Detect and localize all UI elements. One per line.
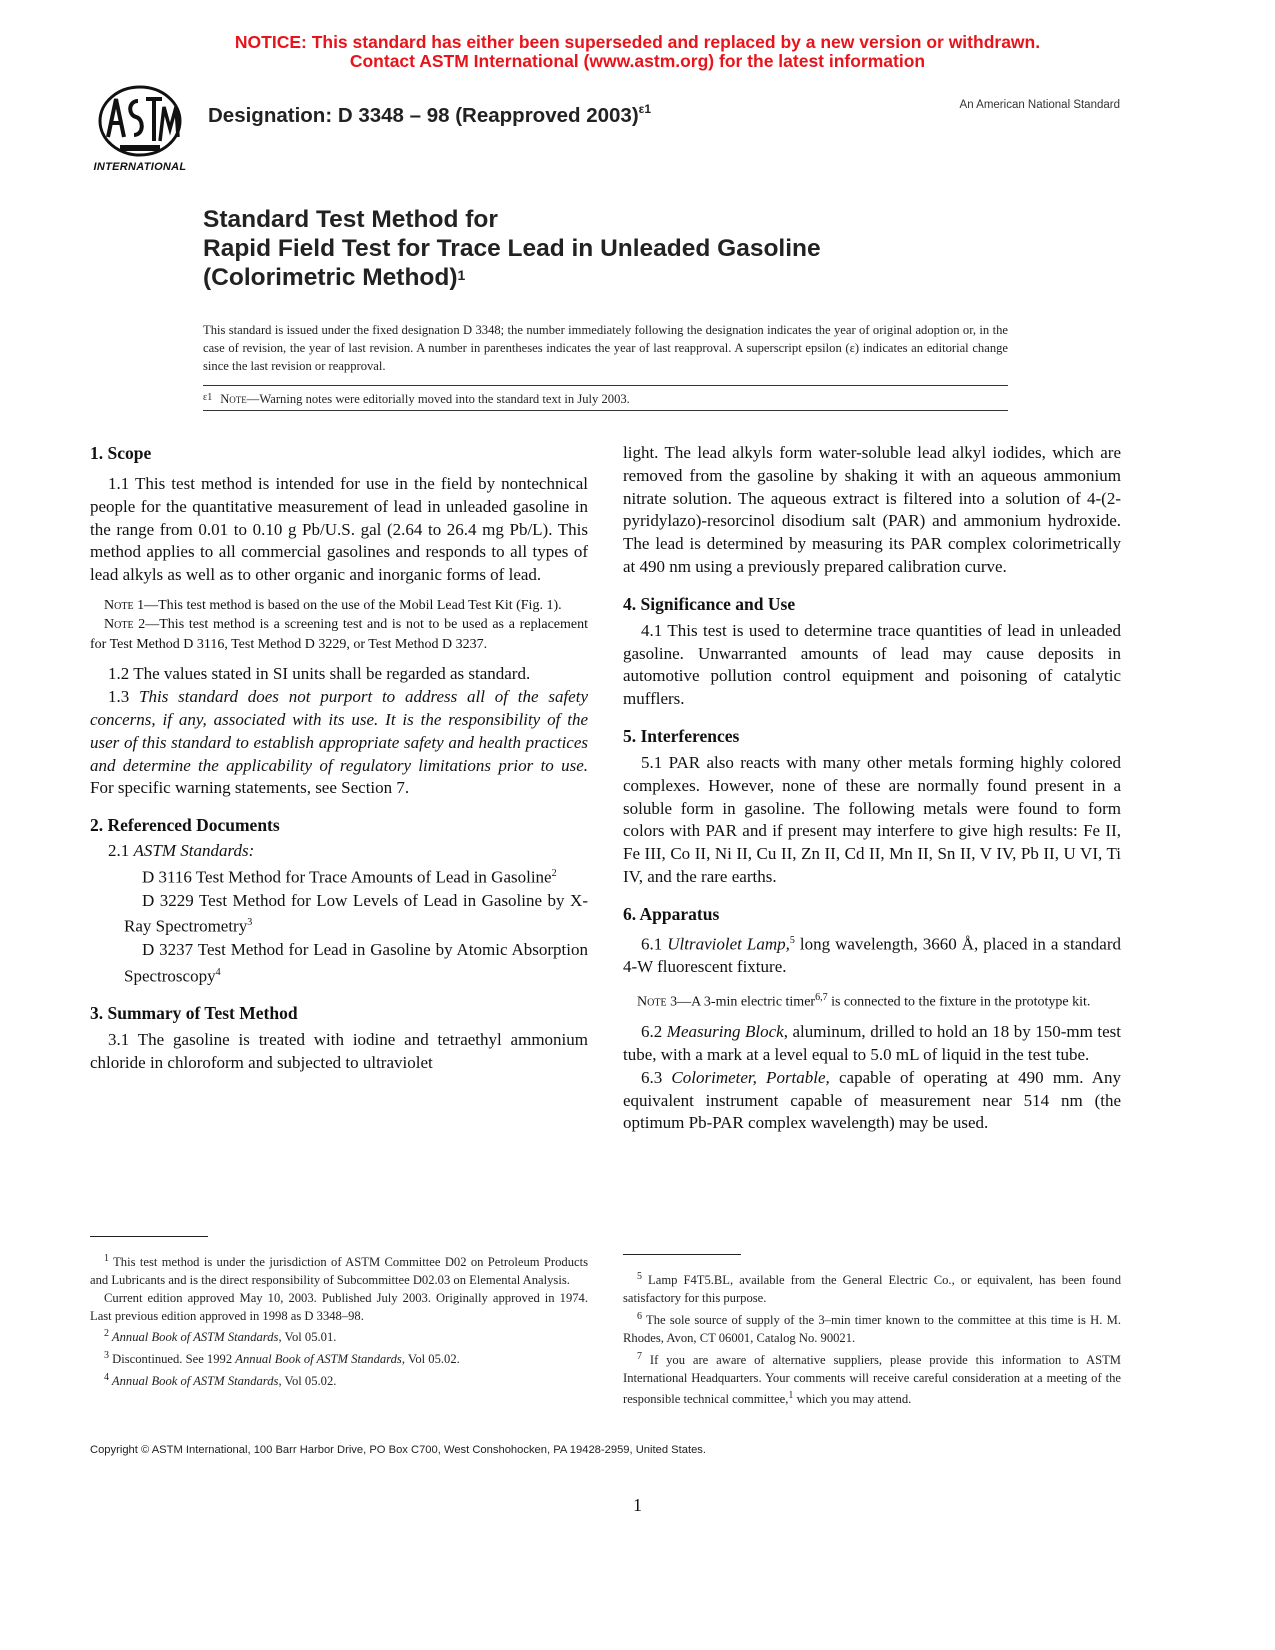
note-2-label: Note [104,617,134,633]
footnote-2 [90,1325,588,1347]
paragraph-1-3-suffix: For specific warning statements, see Section 7. [90,778,410,798]
reference-d3229-footnote: 3 [247,917,253,929]
footnote-1 [90,1250,588,1290]
notice-line-2: Contact ASTM International (www.astm.org) for the latest information [349,51,926,71]
title-line-3 [203,263,821,292]
paragraph-6-1-footnote: 5 [789,934,795,946]
paragraph-5-1: 5.1 PAR also reacts with many other metals forming highly colored complexes. However, none of these are normally found present in a soluble form in gasoline. The following metals were found to form colors with PAR and if present may interfere to give high results: Fe II, Fe III, Co II, Ni II, Cu II, Zn II, Cd II, Mn II, Sn II, V IV, Pb II, U VI, Ti IV, and the rare earths. [623,752,1121,886]
section-heading-apparatus: 6. Apparatus [623,903,720,924]
footnote-3-text: Discontinued. See 1992 [109,1352,236,1367]
note-3 [623,988,1121,1012]
footnote-5-mark: 5 [637,1271,642,1282]
issuance-statement: This standard is issued under the fixed designation D 3348; the number immediately following the designation indicates the year of original adoption or, in the case of revision, the year of last revision. A number in parentheses indicates the year of last reapproval. A superscript epsilon (ε) indicates an editorial change since the last revision or reapproval. [203,323,1008,373]
epsilon-mark: ε1 [203,392,213,403]
footnote-7-mark: 7 [637,1350,642,1362]
footnote-1-text: This test method is under the jurisdiction of ASTM Committee D02 on Petroleum Products and Lubricants and is the direct responsibility of Subcommittee D02.03 on Elemental Analysis. [90,1255,588,1287]
notice-line-1: NOTICE: This standard has either been superseded and replaced by a new version or withdrawn. [234,32,1041,52]
title-footnote-ref: 1 [457,267,466,283]
copyright-line: Copyright © ASTM International, 100 Barr Harbor Drive, PO Box C700, West Conshohocken, PA 19428-2959, United States. [90,1444,706,1456]
footnote-5 [623,1268,1121,1308]
note-3-text-a: 3—A 3-min electric timer [666,994,816,1010]
section-heading-significance: 4. Significance and Use [623,593,796,614]
footnote-7 [623,1348,1121,1410]
paragraph-6-1 [623,930,1121,979]
footnote-3-text-2: , Vol 05.02. [401,1352,460,1367]
paragraph-1-1: 1.1 This test method is intended for use in the field by nontechnical people for the quantitative measurement of lead in unleaded gasoline in the range from 0.01 to 0.10 g Pb/U.S. gal (2.64 to 26.4 mg Pb/L). This method applies to all commercial gasolines and responds to all types of lead alkyls as well as to other organic and inorganic forms of lead. [90,474,588,585]
astm-logo [90,85,190,177]
note-3-label: Note [637,994,667,1010]
divider [203,410,1008,411]
page-number: 1 [633,1495,642,1515]
paragraph-1-3-prefix: 1.3 [108,687,140,707]
footnote-4 [90,1369,588,1391]
footnotes-right [623,1268,1121,1409]
footnote-3-italic: Annual Book of ASTM Standards [235,1352,402,1367]
note-3-footnote: 6,7 [815,992,828,1003]
footnote-6 [623,1308,1121,1348]
left-column [90,442,588,1075]
footnote-4-italic: Annual Book of ASTM Standards [109,1374,279,1389]
logo-text: INTERNATIONAL [93,161,187,173]
footnote-3-mark: 3 [104,1350,109,1362]
epsilon-note-label: Note [220,392,247,406]
paragraph-2-1 [90,840,588,863]
reference-d3229: D 3229 Test Method for Low Levels of Lead in Gasoline by X-Ray Spectrometry [124,890,588,936]
footnote-divider [90,1236,208,1237]
paragraph-1-3 [90,686,588,800]
paragraph-1-3-italic: This standard does not purport to address all of the safety concerns, if any, associated with its use. It is the responsibility of the user of this standard to establish appropriate safety and health practices and determine the applicability of regulatory limitations prior to use. [90,687,588,775]
reference-d3116-footnote: 2 [551,868,557,880]
paragraph-3-1-start: 3.1 The gasoline is treated with iodine and tetraethyl ammonium chloride in chloroform and subjected to ultraviolet [90,1030,588,1072]
footnote-2-mark: 2 [104,1328,109,1340]
title-line-1: Standard Test Method for [203,206,498,233]
paragraph-6-2-italic: Measuring Block [666,1022,784,1042]
footnote-6-text: The sole source of supply of the 3–min timer known to the committee at this time is H. M. Rhodes, Avon, CT 06001, Catalog No. 90021. [623,1312,1121,1345]
paragraph-6-1-prefix: 6.1 [641,934,668,954]
reference-item [90,939,588,988]
designation [208,104,651,128]
note-1-label: Note [104,597,134,613]
national-standard-label: An American National Standard [959,99,1120,111]
page-title [203,205,821,292]
note-3-text-b: is connected to the fixture in the prototype kit. [827,994,1091,1010]
paragraph-6-2-text: , aluminum, drilled to hold an 18 by 150-mm test tube, with a mark at a level equal to 5.0 mL of liquid in the test tube. [623,1022,1122,1064]
paragraph-6-3-italic: Colorimeter, Portable, [671,1067,830,1087]
footnote-7-text-b: which you may attend. [793,1392,912,1407]
paragraph-2-1-italic: ASTM Standards: [133,841,255,861]
footnote-5-text: Lamp F4T5.BL, available from the General Electric Co., or equivalent, has been found satisfactory for this purpose. [623,1273,1121,1305]
footnote-2-text: , Vol 05.01. [278,1330,337,1345]
paragraph-6-3-prefix: 6.3 [641,1067,672,1087]
reference-d3237-footnote: 4 [215,966,221,978]
withdrawal-notice [0,33,1275,71]
footnote-divider [623,1254,741,1255]
title-line-2: Rapid Field Test for Trace Lead in Unleaded Gasoline [203,235,821,262]
paragraph-6-2 [623,1021,1121,1067]
title-line-3-text: (Colorimetric Method) [203,264,458,291]
section-heading-referenced-documents: 2. Referenced Documents [90,815,280,836]
footnote-2-italic: Annual Book of ASTM Standards [109,1330,279,1345]
reference-item [90,890,588,939]
footnote-4-text: , Vol 05.02. [278,1374,337,1389]
paragraph-4-1: 4.1 This test is used to determine trace quantities of lead in unleaded gasoline. Unwarranted amounts of lead may cause deposits in automotive pollution control equipment and poisoning of catalytic mufflers. [623,620,1121,709]
paragraph-6-1-text: long wavelength, 3660 Å, placed in a standard 4-W fluorescent fixture. [623,934,1121,977]
paragraph-6-2-prefix: 6.2 [641,1022,667,1042]
section-heading-interferences: 5. Interferences [623,725,740,746]
paragraph-1-2: 1.2 The values stated in SI units shall be regarded as standard. [108,664,531,684]
note-1-text: 1—This test method is based on the use of the Mobil Lead Test Kit (Fig. 1). [133,597,562,613]
footnote-6-mark: 6 [637,1310,642,1322]
footnote-7-text-a: If you are aware of alternative suppliers, please provide this information to ASTM International Headquarters. Your comments will receive careful consideration at a meeting of the responsible technical committee, [623,1352,1121,1407]
paragraph-6-3 [623,1067,1121,1135]
designation-text: Designation: D 3348 – 98 (Reapproved 2003) [208,104,639,127]
note-2-text: 2—This test method is a screening test and is not to be used as a replacement for Test Method D 3116, Test Method D 3229, or Test Method D 3237. [90,617,588,652]
footnote-7-ref: 1 [788,1390,794,1402]
epsilon-note-text: —Warning notes were editorially moved into the standard text in July 2003. [246,392,630,406]
divider [203,385,1008,386]
note-2 [90,615,588,654]
epsilon-note [203,392,630,407]
footnote-1-mark: 1 [104,1253,109,1264]
right-column [623,442,1121,1135]
paragraph-2-1-prefix: 2.1 [108,841,134,861]
section-heading-scope: 1. Scope [90,443,152,463]
footnote-4-mark: 4 [104,1372,109,1384]
designation-superscript: ε1 [638,102,652,116]
footnote-3 [90,1347,588,1369]
note-1 [90,596,588,616]
paragraph-6-1-italic: Ultraviolet Lamp, [667,934,790,954]
paragraph-3-1-continued: light. The lead alkyls form water-soluble lead alkyl iodides, which are removed from the gasoline by shaking it with an aqueous ammonium nitrate solution. The aqueous extract is filtered into a solution of 4-(2-pyridylazo)-resorcinol disodium salt (PAR) and ammonium hydroxide. The lead is determined by measuring its PAR complex colorimetrically at 490 nm using a previously prepared calibration curve. [623,443,1121,576]
footnote-1-edition: Current edition approved May 10, 2003. Published July 2003. Originally approved in 1974. Last previous edition approved in 1998 as D 3348–98. [90,1290,588,1323]
reference-d3116: D 3116 Test Method for Trace Amounts of Lead in Gasoline [142,867,552,887]
section-heading-summary: 3. Summary of Test Method [90,1003,298,1024]
reference-item [90,863,588,889]
paragraph-6-3-text: capable of operating at 490 mm. Any equivalent instrument capable of measurement near 514 nm (the optimum Pb-PAR complex wavelength) may be used. [623,1067,1122,1133]
footnotes-left [90,1250,588,1391]
reference-d3237: D 3237 Test Method for Lead in Gasoline by Atomic Absorption Spectroscopy [124,939,588,986]
